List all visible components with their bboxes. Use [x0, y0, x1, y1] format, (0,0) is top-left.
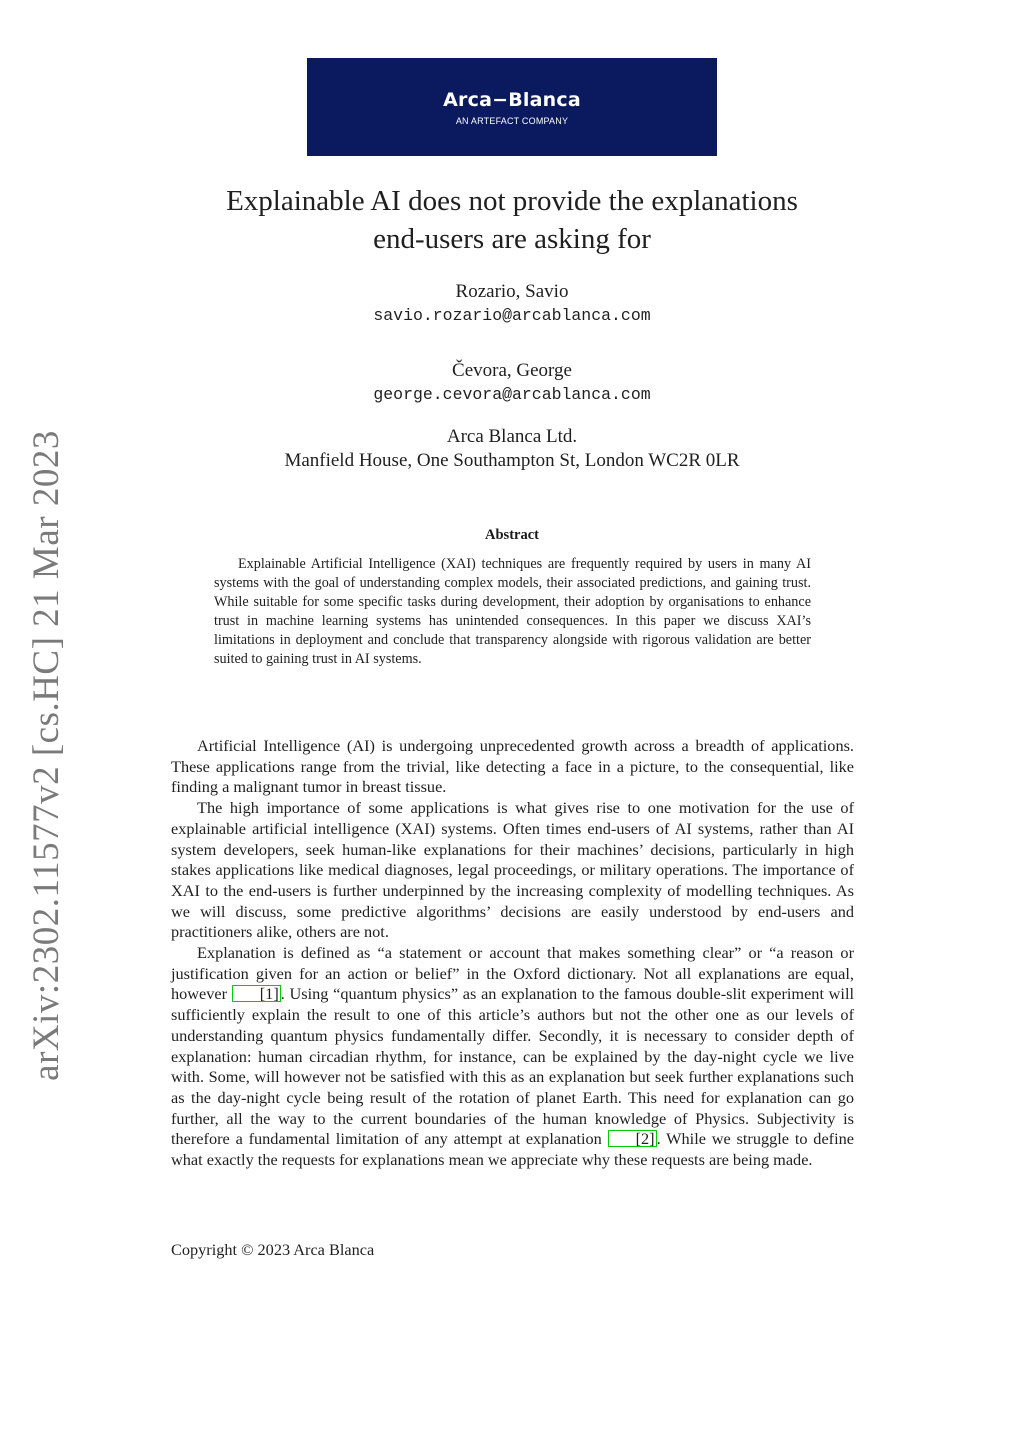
author-1	[150, 280, 874, 328]
title-line-1: Explainable AI does not provide the explanations	[226, 185, 798, 217]
author-name: Čevora, George	[452, 360, 572, 381]
abstract-text: Explainable Artificial Intelligence (XAI) techniques are frequently required by users in many AI systems with the goal of understanding complex models, their associated predictions, and gaining trust. While suitable for some specific tasks during development, their adoption by organisations to enhance trust in machine learning systems has unintended consequences. In this paper we discuss XAI’s limitations in deployment and conclude that transparency alongside with rigorous validation are better suited to gaining trust in AI systems.	[214, 556, 811, 667]
paragraph-3	[171, 943, 854, 1171]
arxiv-stamp	[22, 429, 70, 1081]
arxiv-identifier: arXiv:2302.11577v2 [cs.HC] 21 Mar 2023	[25, 429, 67, 1081]
body-text	[171, 736, 854, 1171]
paragraph-2: The high importance of some applications is what gives rise to one motivation for the use of explainable artificial intelligence (XAI) systems. Often times end-users of AI systems, rather than AI system developers, seek human-like explanations for their machines’ decisions, particularly in high stakes applications like medical diagnoses, legal proceedings, or military operations. The importance of XAI to the end-users is further underpinned by the increasing complexity of modelling techniques. As we will discuss, some predictive algorithms’ decisions are easily understood by end-users and practitioners alike, others are not.	[171, 798, 854, 942]
author-name: Rozario, Savio	[455, 281, 569, 302]
citation-link-1[interactable]: [1]	[232, 985, 281, 1002]
copyright-notice: Copyright © 2023 Arca Blanca	[171, 1240, 375, 1259]
logo-name: Arca−Blanca	[443, 88, 581, 111]
author-email[interactable]: savio.rozario@arcablanca.com	[373, 306, 651, 325]
paragraph-3-part-a: Explanation is defined as “a statement or account that makes something clear” or “a reason or justification given for an action or belief” in the Oxford dictionary. Not all explanations are equal, however	[171, 943, 854, 1004]
paragraph-1: Artificial Intelligence (AI) is undergoing unprecedented growth across a breadth of applications. These applications range from the trivial, like detecting a face in a picture, to the consequential, like finding a malignant tumor in breast tissue.	[171, 736, 854, 797]
title-line-2: end-users are asking for	[373, 223, 651, 255]
author-2	[150, 359, 874, 407]
affiliation-org: Arca Blanca Ltd.	[446, 426, 578, 447]
abstract-heading: Abstract	[485, 527, 539, 543]
paper-title	[150, 182, 874, 258]
affiliation	[150, 425, 874, 473]
paragraph-3-part-c: . While we struggle to define what exactly the requests for explanations mean we appreciate why these requests are being made.	[171, 1129, 854, 1170]
paragraph-3-part-b: . Using “quantum physics” as an explanation to the famous double-slit experiment will sufficiently explain the result to one of this article’s authors but not the other one as our levels of understanding quantum physics fundamentally differ. Secondly, it is necessary to consider depth of explanation: human circadian rhythm, for instance, can be explained by the day-night cycle we live with. Some, will however not be satisfied with this as an explanation but seek further explanations such as the day-night cycle being result of the rotation of planet Earth. This need for explanation can go further, all the way to the current boundaries of the human knowledge of Physics. Subjectivity is therefore a fundamental limitation of any attempt at explanation	[171, 984, 855, 1149]
company-logo	[307, 58, 717, 156]
affiliation-address: Manfield House, One Southampton St, London WC2R 0LR	[284, 450, 740, 471]
author-email[interactable]: george.cevora@arcablanca.com	[373, 385, 651, 404]
citation-link-2[interactable]: [2]	[608, 1130, 657, 1147]
logo-tagline: AN ARTEFACT COMPANY	[455, 115, 569, 126]
